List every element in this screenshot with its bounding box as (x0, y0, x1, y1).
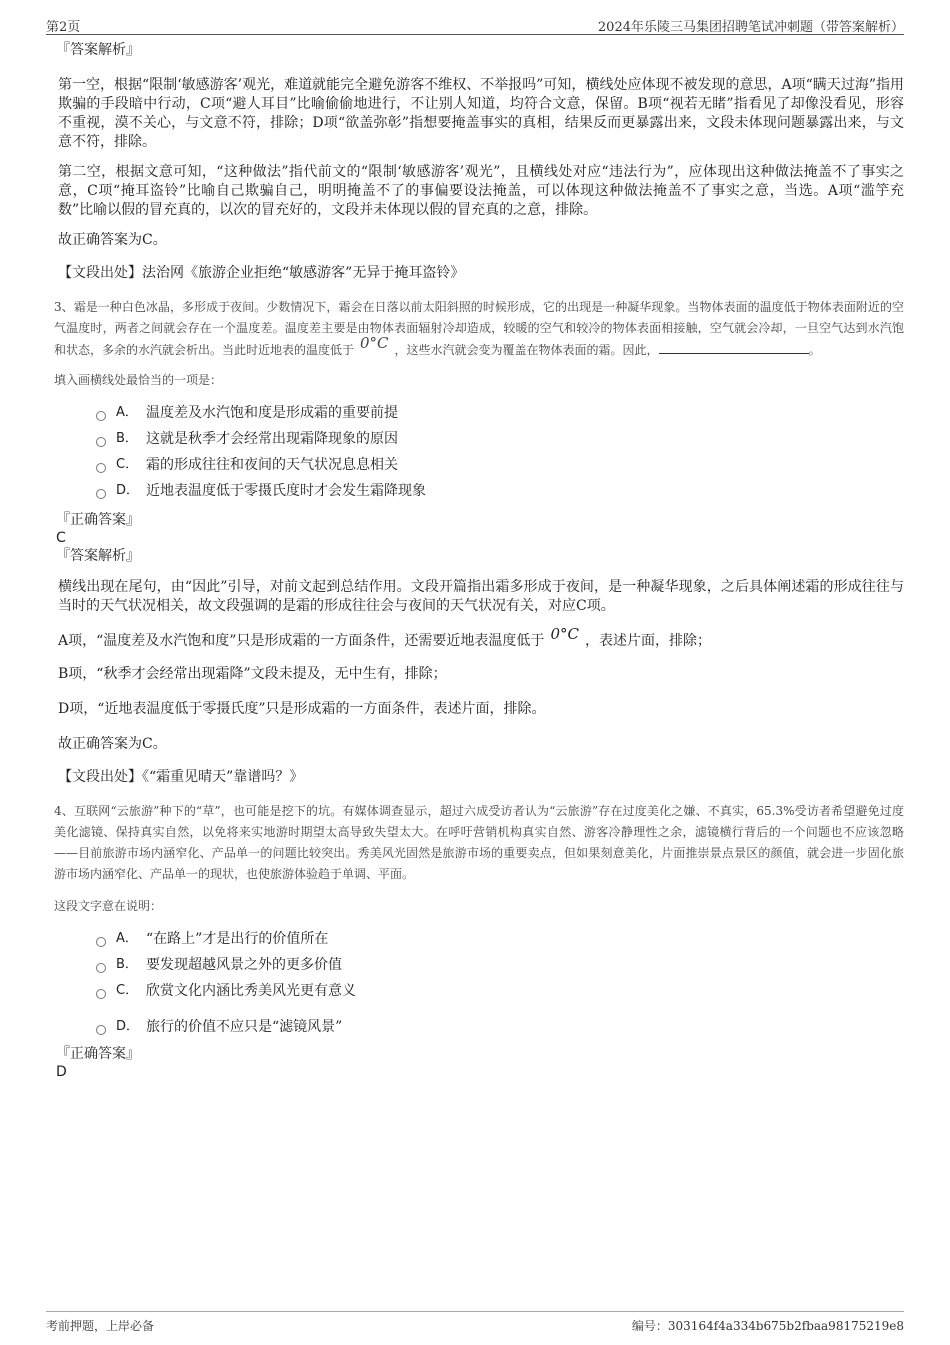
page-footer (46, 1311, 904, 1338)
option-b[interactable]: B． 要发现超越风景之外的更多价值 (96, 956, 904, 974)
footer-slogan: 考前押题，上岸必备 (46, 1319, 155, 1333)
analysis-paragraph: A项，“温度差及水汽饱和度”只是形成霜的一方面条件，还需要近地表温度低于 0°C ，表述片面，排除； (58, 625, 711, 649)
question-prompt: 这段文字意在说明： (54, 899, 163, 913)
document-id: 编号：303164f4a334b675b2fbaa98175219e8 (631, 1319, 904, 1333)
radio-icon[interactable] (96, 437, 106, 447)
option-a[interactable]: A． 温度差及水汽饱和度是形成霜的重要前提 (96, 404, 904, 422)
analysis-conclusion: 故正确答案为C。 (58, 736, 167, 752)
page-number: 第2页 (46, 20, 81, 35)
temperature-formula: 0°C (550, 625, 579, 643)
option-d[interactable]: D． 旅行的价值不应只是“滤镜风景” (96, 1018, 904, 1036)
question-prompt: 填入画横线处最恰当的一项是： (54, 373, 223, 387)
radio-icon[interactable] (96, 463, 106, 473)
radio-icon[interactable] (96, 937, 106, 947)
analysis-paragraph: 横线出现在尾句，由“因此”引导，对前文起到总结作用。文段开篇指出霜多形成于夜间，是一种凝华现象，之后具体阐述霜的形成往往与当时的天气状况相关，故文段强调的是霜的形成往往会与夜间的天气状况有关，对应C项。 (58, 579, 904, 614)
question-4-text: 4、互联网“云旅游”种下的“草”，也可能是挖下的坑。有媒体调查显示，超过六成受访者认为“云旅游”存在过度美化之嫌、不真实，65.3%受访者希望避免过度美化滤镜、保持真实自然，以免将来实地游时期望太高导致失望太大。在呼吁营销机构真实自然、游客冷静理性之余，滤镜横行背后的一个问题也不应该忽略——目前旅游市场内涵窄化、产品单一的问题比较突出。秀美风光固然是旅游市场的重要卖点，但如果刻意美化，片面推崇景点景区的颜值，就会进一步固化旅游市场内涵窄化、产品单一的现状，也使旅游体验趋于单调、平面。 (54, 804, 904, 881)
analysis-paragraph: 第二空，根据文意可知，“这种做法”指代前文的“限制‘敏感游客’观光”，且横线处对应“违法行为”，应体现出这种做法掩盖不了事实之意，C项“掩耳盗铃”比喻自己欺骗自己，明明掩盖不了的事偏要设法掩盖，可以体现这种做法掩盖不了事实之意，当选。A项“滥竽充数”比喻以假的冒充真的，以次的冒充好的，文段并未体现以假的冒充真的之意，排除。 (58, 164, 904, 218)
option-c[interactable]: C． 霜的形成往往和夜间的天气状况息息相关 (96, 456, 904, 474)
correct-answer: C (56, 530, 66, 546)
radio-icon[interactable] (96, 989, 106, 999)
radio-icon[interactable] (96, 489, 106, 499)
option-b[interactable]: B． 这就是秋季才会经常出现霜降现象的原因 (96, 430, 904, 448)
analysis-tag: 『答案解析』 (56, 548, 140, 564)
option-d[interactable]: D． 近地表温度低于零摄氏度时才会发生霜降现象 (96, 482, 904, 500)
answer-tag: 『正确答案』 (56, 1046, 140, 1062)
option-c[interactable]: C． 欣赏文化内涵比秀美风光更有意义 (96, 982, 904, 1000)
fill-blank (659, 341, 809, 354)
radio-icon[interactable] (96, 963, 106, 973)
radio-icon[interactable] (96, 411, 106, 421)
option-a[interactable]: A． “在路上”才是出行的价值所在 (96, 930, 904, 948)
analysis-paragraph: D项，“近地表温度低于零摄氏度”只是形成霜的一方面条件，表述片面，排除。 (58, 701, 546, 717)
page-content (46, 40, 904, 1080)
radio-icon[interactable] (96, 1025, 106, 1035)
question-3-text: 3、霜是一种白色冰晶，多形成于夜间。少数情况下，霜会在日落以前太阳斜照的时候形成，它的出现是一种凝华现象。当物体表面的温度低于物体表面附近的空气温度时，两者之间就会存在一个温度差。温度差主要是由物体表面辐射冷却造成，较暖的空气和较冷的物体表面相接触，空气就会冷却，一旦空气达到水汽饱和状态，多余的水汽就会析出。当此时近地表的温度低于 0°C ，这些水汽就会变为覆盖在物体表面的霜。因此， 。 (54, 300, 904, 357)
analysis-paragraph: B项，“秋季才会经常出现霜降”文段未提及，无中生有，排除； (58, 666, 447, 682)
analysis-conclusion: 故正确答案为C。 (58, 232, 167, 248)
analysis-tag: 『答案解析』 (56, 42, 140, 58)
correct-answer: D (56, 1064, 67, 1080)
source-citation: 【文段出处】《“霜重见晴天”靠谱吗？》 (58, 769, 304, 785)
answer-tag: 『正确答案』 (56, 512, 140, 528)
document-title: 2024年乐陵三马集团招聘笔试冲刺题（带答案解析） (597, 20, 904, 35)
page-header (46, 8, 904, 35)
source-citation: 【文段出处】法治网《旅游企业拒绝“敏感游客”无异于掩耳盗铃》 (58, 265, 465, 281)
temperature-formula: 0°C (360, 334, 389, 352)
analysis-paragraph: 第一空，根据“限制‘敏感游客’观光，难道就能完全避免游客不维权、不举报吗”可知，横线处应体现不被发现的意思，A项“瞒天过海”指用欺骗的手段暗中行动，C项“避人耳目”比喻偷偷地进行，不让别人知道，均符合文意，保留。B项“视若无睹”指看见了却像没看见，形容不重视，漠不关心，与文意不符，排除；D项“欲盖弥彰”指想要掩盖事实的真相，结果反而更暴露出来，文段未体现问题暴露出来，与文意不符，排除。 (58, 77, 904, 150)
